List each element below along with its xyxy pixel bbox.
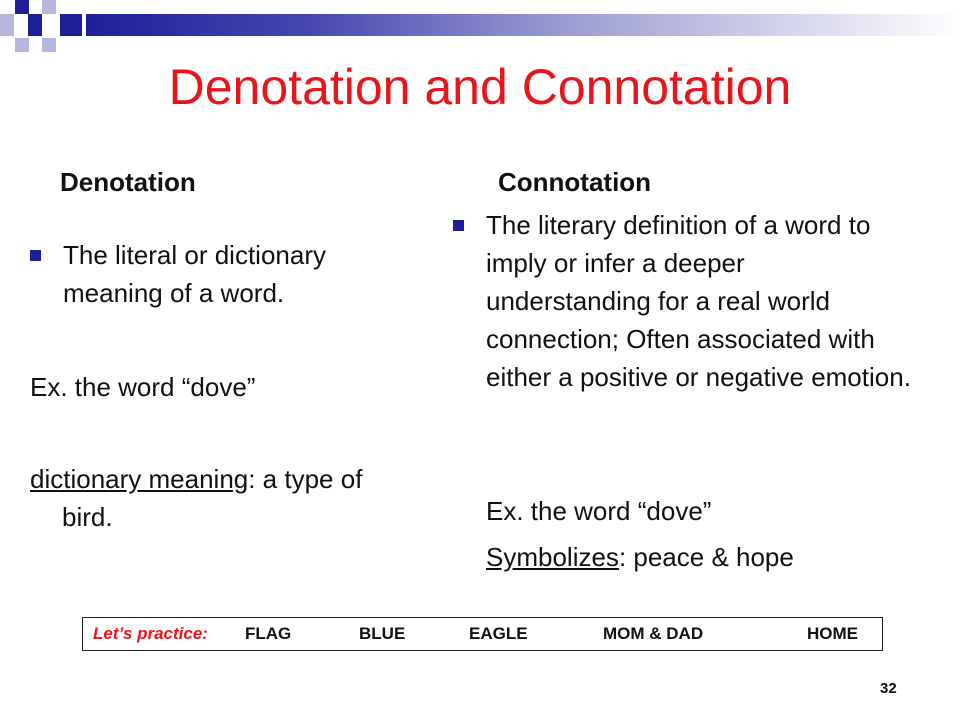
- connotation-heading: Connotation: [498, 167, 652, 197]
- denotation-definition: The literal or dictionary meaning of a word.: [63, 240, 326, 308]
- denotation-bullet: [30, 236, 410, 312]
- denotation-meaning-cont: bird.: [62, 502, 113, 532]
- decor-square: [0, 14, 14, 36]
- connotation-symbolizes: [486, 538, 794, 576]
- connotation-definition: The literary definition of a word to imply or infer a deeper understanding for a real world connection; Often associated with either a positive or negative emotion.: [486, 210, 911, 392]
- symbolizes-text: : peace & hope: [618, 542, 794, 572]
- square-bullet-icon: [453, 220, 464, 231]
- practice-box: [82, 617, 883, 651]
- connotation-example: Ex. the word “dove”: [486, 496, 712, 526]
- denotation-heading: Denotation: [60, 167, 196, 197]
- decor-square: [42, 0, 56, 14]
- square-bullet-icon: [30, 250, 41, 261]
- decor-square: [15, 38, 29, 52]
- practice-word: EAGLE: [469, 624, 528, 643]
- meaning-label: dictionary meaning: [30, 464, 249, 494]
- gradient-bar: [86, 14, 960, 36]
- header-banner: [0, 0, 960, 60]
- practice-word: BLUE: [359, 624, 406, 643]
- denotation-meaning: [30, 460, 362, 498]
- practice-word: MOM & DAD: [603, 624, 704, 643]
- decor-square: [28, 14, 42, 36]
- page-number: 32: [880, 680, 897, 697]
- symbolizes-label: Symbolizes: [486, 542, 619, 572]
- connotation-bullet: [453, 206, 913, 396]
- decor-square: [15, 0, 29, 14]
- decor-square: [42, 38, 56, 52]
- denotation-example: Ex. the word “dove”: [30, 372, 256, 402]
- practice-word: FLAG: [245, 624, 292, 643]
- practice-word: HOME: [807, 624, 858, 643]
- meaning-text: : a type of: [248, 464, 363, 494]
- slide-title: Denotation and Connotation: [168, 59, 792, 115]
- decor-square: [60, 14, 82, 36]
- practice-lead: Let’s practice:: [93, 624, 208, 643]
